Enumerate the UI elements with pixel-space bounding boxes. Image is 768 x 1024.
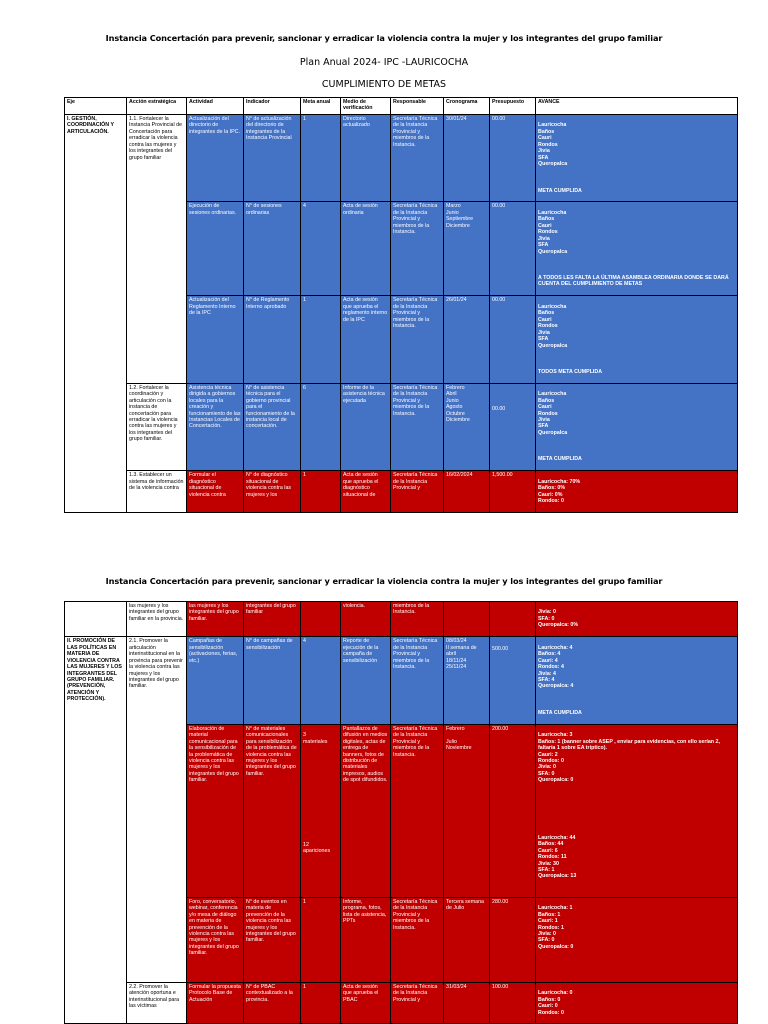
table-row [65, 602, 738, 637]
presupuesto-cell: 00.00 [490, 296, 536, 383]
eje-cell: II. PROMOCIÓN DE LAS POLÍTICAS EN MATERIA DE VIOLENCIA CONTRA LAS MUJERES Y LOS INTEGRANTES DEL GRUPO FAMILIAR. (PREVENCIÓN, ATENCIÓN Y PROTECCIÓN). [65, 637, 127, 1024]
header-accion: Acción estratégica [127, 98, 187, 115]
header-responsable: Responsable [391, 98, 444, 115]
indicador-cell: N° de PBAC contextualizado a la provincia. [244, 982, 301, 1024]
avance-cell: Lauricocha: 3 Baños: 1 (banner sobre ASEP , enviar para evidencias, con ello serían 2, faltaría 1 sobre EA tríptico). Cauri: 2 Rondos: 0 Jivia: 0 SFA: 0 Queropalca: 0 Lauricocha: 44 Baños: 44 Cauri: 6 Rondos: 11 Jivia: 30 SFA: 1 Queropalca: 13 [536, 724, 738, 897]
presupuesto-cell: 00.00 [490, 115, 536, 202]
actividad-cell: Formular la propuesta Protocolo Base de Actuación [187, 982, 244, 1024]
responsable-cell: Secretaría Técnica de la Instancia Provincial y miembros de la Instancia. [391, 724, 444, 897]
goals-table-page1 [64, 97, 738, 513]
table-row [65, 115, 738, 202]
actividad-cell: Actualización del Reglamento Interno de la IPC [187, 296, 244, 383]
meta-cell: 1 [301, 296, 341, 383]
header-medio: Medio de verificación [341, 98, 391, 115]
avance-note: META CUMPLIDA [538, 456, 582, 463]
presupuesto-cell: 500.00 [490, 637, 536, 724]
document-title: Instancia Concertación para prevenir, sancionar y erradicar la violencia contra la mujer y los integrantes del grupo familiar [105, 33, 663, 43]
indicador-cell: N° de asistencia técnica para el gobierno provincial para el funcionamiento de la instancia local de concertación. [244, 383, 301, 470]
accion-cell: 2.2. Promover la atención oportuna e interinstitucional para las víctimas [127, 982, 187, 1024]
cronograma-cell: Febrero Abril Junio Agosto Octubre Diciembre [444, 383, 490, 470]
header-actividad: Actividad [187, 98, 244, 115]
cronograma-cell: 08/03/24 II semana de abril 18/11/24 25/11/24 [444, 637, 490, 724]
actividad-cell: Elaboración de material comunicacional para la sensibilización de la problemática de violencia contra las mujeres y los integrantes del grupo familiar. [187, 724, 244, 897]
responsable-cell: Secretaría Técnica de la Instancia Provincial y [391, 471, 444, 513]
table-row [65, 383, 738, 470]
presupuesto-cell: 280.00 [490, 897, 536, 982]
medio-cell: Informe, programa, fotos, lista de asistencia, PPTs [341, 897, 391, 982]
presupuesto-cell: 200.00 [490, 724, 536, 897]
goals-table-page2 [64, 601, 738, 1024]
cronograma-cell: 16/02/2024 [444, 471, 490, 513]
meta-cell: 1 [301, 115, 341, 202]
accion-cell: las mujeres y los integrantes del grupo familiar en la provincia. [127, 602, 187, 637]
actividad-cell: Ejecución de sesiones ordinarias. [187, 202, 244, 296]
actividad-cell: Formular el diagnóstico situacional de violencia contra [187, 471, 244, 513]
meta-cell: 4 [301, 637, 341, 724]
presupuesto-cell: 00.00 [490, 202, 536, 296]
avance-cell: Lauricocha Baños Cauri Rondos Jivia SFA Queropalca META CUMPLIDA [536, 383, 738, 470]
indicador-cell: N° de campañas de sensibilización [244, 637, 301, 724]
responsable-cell: miembros de la Instancia. [391, 602, 444, 637]
avance-note: TODOS META CUMPLIDA [538, 368, 603, 375]
presupuesto-cell: 00.00 [490, 383, 536, 470]
cronograma-cell: Tercera semana de Julio [444, 897, 490, 982]
header-presupuesto: Presupuesto [490, 98, 536, 115]
meta-cell: 1 [301, 982, 341, 1024]
cronograma-cell: 31/03/24 [444, 982, 490, 1024]
cronograma-cell: 26/01/24 [444, 296, 490, 383]
meta-cell: 4 [301, 202, 341, 296]
meta-value: 3 materiales [303, 732, 328, 745]
actividad-cell: Foro, conversatorio, webinar, conferencia y/o mesa de diálogo en materia de prevención de la violencia contra las mujeres y los integrantes del grupo familiar. [187, 897, 244, 982]
header-cronograma: Cronograma [444, 98, 490, 115]
medio-cell: violencia. [341, 602, 391, 637]
header-avance: AVANCE [536, 98, 738, 115]
medio-cell: Pantallazos de difusión en medios digitales, actas de entrega de banners, fotos de distribución de materiales impresos, audios de spot difundidos. [341, 724, 391, 897]
responsable-cell: Secretaría Técnica de la Instancia Provincial y miembros de la Instancia. [391, 202, 444, 296]
avance-note: A TODOS LES FALTA LA ÚLTIMA ASAMBLEA ORDINARIA DONDE SE DARÁ CUENTA DEL CUMPLIMIENTO DE METAS [538, 274, 729, 288]
avance-cell: Lauricocha: 4 Baños: 4 Cauri: 4 Rondos: 4 Jivia: 4 SFA: 4 Queropalca: 4 META CUMPLIDA [536, 637, 738, 724]
accion-cell: 1.2. Fortalecer la coordinación y articulación con la instancia de concertación para erradicar la violencia contra las mujeres y los integrantes del grupo familiar. [127, 383, 187, 470]
responsable-cell: Secretaría Técnica de la Instancia Provincial y miembros de la Instancia. [391, 637, 444, 724]
medio-cell: Acta de sesión que aprueba el reglamento interno de la IPC [341, 296, 391, 383]
presupuesto-cell: 100.00 [490, 982, 536, 1024]
indicador-cell: N° de Reglamento Interno aprobado [244, 296, 301, 383]
indicador-cell: N° de eventos en materia de prevención de la violencia contra las mujeres y los integrantes del grupo familiar. [244, 897, 301, 982]
medio-cell: Acta de sesión que aprueba el diagnóstico situacional de [341, 471, 391, 513]
presupuesto-cell [490, 602, 536, 637]
presupuesto-cell: 1,500.00 [490, 471, 536, 513]
meta-value-2: 12 apariciones [303, 841, 331, 855]
accion-cell: 1.1. Fortalecer la Instancia Provincial de Concertación para erradicar la violencia contra las mujeres y los integrantes del grupo familiar [127, 115, 187, 384]
medio-cell: Acta de sesión ordinaria [341, 202, 391, 296]
avance-cell: Lauricocha Baños Cauri Rondos Jivia SFA Queropalca A TODOS LES FALTA LA ÚLTIMA ASAMBLEA ORDINARIA DONDE SE DARÁ CUENTA DEL CUMPLIMIENTO DE METAS [536, 202, 738, 296]
medio-cell: Informe de la asistencia técnica ejecutada [341, 383, 391, 470]
actividad-cell: Asistencia técnica dirigida a gobiernos locales para la creación y funcionamiento de las Instancias Locales de Concertación. [187, 383, 244, 470]
actividad-cell: Campañas de sensibilización (activaciones, ferias, etc.) [187, 637, 244, 724]
document-title-page2: Instancia Concertación para prevenir, sancionar y erradicar la violencia contra la mujer y los integrantes del grupo familiar [105, 576, 663, 586]
avance-cell: Lauricocha: 0 Baños: 0 Cauri: 0 Rondos: 0 [536, 982, 738, 1024]
actividad-cell: Actualización del directorio de integrantes de la IPC. [187, 115, 244, 202]
avance-note: META CUMPLIDA [538, 187, 582, 194]
table-row [65, 982, 738, 1024]
header-indicador: Indicador [244, 98, 301, 115]
eje-cell [65, 602, 127, 637]
indicador-cell: N° de materiales comunicacionales para sensibilización de la problemática de violencia contra las mujeres y los integrantes del grupo familiar. [244, 724, 301, 897]
medio-cell: Directorio actualizado [341, 115, 391, 202]
avance-cell: Jivia: 0 SFA: 0 Queropalca: 0% [536, 602, 738, 637]
table-row [65, 471, 738, 513]
responsable-cell: Secretaría Técnica de la Instancia Provincial y [391, 982, 444, 1024]
cronograma-cell: 30/01/24 [444, 115, 490, 202]
indicador-cell: integrantes del grupo familiar [244, 602, 301, 637]
responsable-cell: Secretaría Técnica de la Instancia Provincial y miembros de la Instancia. [391, 897, 444, 982]
avance-cell: Lauricocha Baños Cauri Rondos Jivia SFA Queropalca META CUMPLIDA [536, 115, 738, 202]
responsable-cell: Secretaría Técnica de la Instancia Provincial y miembros de la Instancia. [391, 296, 444, 383]
actividad-cell: las mujeres y los integrantes del grupo familiar. [187, 602, 244, 637]
header-meta: Meta anual [301, 98, 341, 115]
medio-cell: Reporte de ejecución de la campaña de sensibilización [341, 637, 391, 724]
medio-cell: Acta de sesión que aprueba el PBAC [341, 982, 391, 1024]
avance-note: META CUMPLIDA [538, 709, 582, 716]
indicador-cell: N° de actualización del directorio de integrantes de la Instancia Provincial [244, 115, 301, 202]
indicador-cell: N° de sesiones ordinarias [244, 202, 301, 296]
accion-cell: 2.1. Promover la articulación interinstitucional en la provincia para prevenir la violencia contra las mujeres y los integrantes del grupo familiar. [127, 637, 187, 982]
table-row [65, 637, 738, 724]
avance-cell: Lauricocha: 1 Baños: 1 Cauri: 1 Rondos: 1 Jivia: 0 SFA: 0 Queropalca: 0 [536, 897, 738, 982]
accion-cell: 1.3. Establecer un sistema de información de la violencia contra [127, 471, 187, 513]
cronograma-cell: Febrero Julio Noviembre [444, 724, 490, 897]
responsable-cell: Secretaría Técnica de la Instancia Provincial y miembros de la Instancia. [391, 115, 444, 202]
meta-cell: 1 [301, 471, 341, 513]
avance-cell: Lauricocha Baños Cauri Rondos Jivia SFA Queropalca TODOS META CUMPLIDA [536, 296, 738, 383]
cronograma-cell: Marzo Junio Septiembre Diciembre [444, 202, 490, 296]
meta-cell [301, 602, 341, 637]
meta-cell: 6 [301, 383, 341, 470]
plan-subtitle: Plan Anual 2024- IPC -LAURICOCHA [299, 57, 469, 68]
header-eje: Eje [65, 98, 127, 115]
section-heading: CUMPLIMIENTO DE METAS [321, 79, 447, 90]
cronograma-cell [444, 602, 490, 637]
avance-cell: Lauricocha: 70% Baños: 0% Cauri: 0% Rondos: 0 [536, 471, 738, 513]
table-header-row [65, 98, 738, 115]
meta-cell: 1 [301, 897, 341, 982]
meta-cell [301, 724, 341, 897]
responsable-cell: Secretaría Técnica de la Instancia Provincial y miembros de la Instancia. [391, 383, 444, 470]
eje-cell: I. GESTIÓN, COORDINACIÓN Y ARTICULACIÓN. [65, 115, 127, 513]
indicador-cell: N° de diagnóstico situacional de violencia contra las mujeres y los [244, 471, 301, 513]
